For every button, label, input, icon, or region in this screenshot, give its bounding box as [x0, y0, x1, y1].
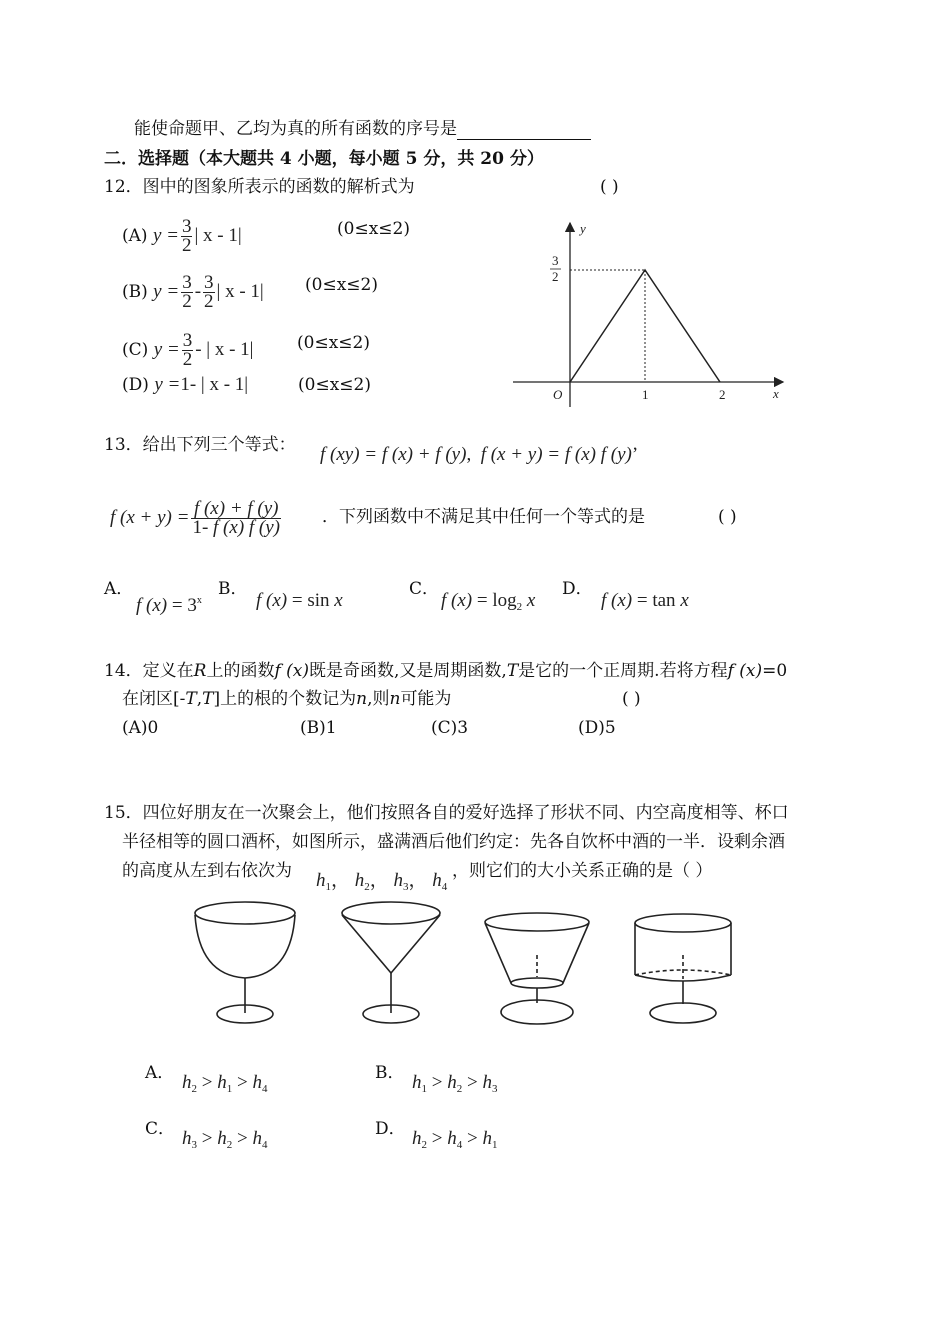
q12-option-b-domain: (0≤x≤2)	[305, 275, 378, 295]
x-tick-1: 1	[642, 387, 649, 402]
q12-answer-paren: ( )	[600, 177, 619, 197]
q15-option-a-label[interactable]: A．	[145, 1063, 175, 1083]
q12-option-a-formula: y = $\frac{3}{2}$ | x - 1|	[152, 216, 242, 256]
q13-option-d-label[interactable]: D．	[562, 579, 593, 599]
origin-label: O	[553, 387, 563, 402]
q14-option-a[interactable]: (A)0	[122, 718, 159, 738]
q13-answer-paren: ( )	[718, 507, 737, 527]
intro-line: 能使命题甲、乙均为真的所有函数的序号是	[134, 118, 591, 140]
x-axis-label: x	[773, 386, 779, 401]
q15-line-1: 15．四位好朋友在一次聚会上，他们按照各自的爱好选择了形状不同、内空高度相等、杯口	[104, 803, 789, 823]
q15-option-c-label[interactable]: C．	[145, 1119, 176, 1139]
q12-option-d-formula: y =1- | x - 1|	[154, 374, 249, 395]
cup-cylinder	[635, 914, 731, 1023]
q13-option-c-formula: f $(x) = \log_2 x$	[441, 590, 536, 613]
q15-option-a-formula: $h_2 > h_1 > h_4$	[182, 1072, 268, 1095]
q12-option-b[interactable]: (B) y = $\frac{3}{2}$ - $\frac{3}{2}$ | x - 1|	[122, 272, 264, 312]
q12-option-d-domain: (0≤x≤2)	[298, 375, 371, 395]
q13-option-d-formula: f (x) = tan x	[601, 590, 689, 611]
q13-option-b-label[interactable]: B．	[218, 579, 248, 599]
q14-option-b[interactable]: (B)1	[300, 718, 337, 738]
answer-blank[interactable]	[457, 121, 591, 140]
q12-function-graph	[505, 215, 795, 415]
q12-option-b-formula: y = $\frac{3}{2}$ - $\frac{3}{2}$ | x - 1|	[153, 272, 264, 312]
cup-cone	[342, 902, 440, 1023]
q12-option-d[interactable]: (D) y =1- | x - 1|	[122, 374, 249, 395]
q12-option-a-domain: (0≤x≤2)	[337, 219, 410, 239]
x-tick-2: 2	[719, 387, 726, 402]
cup-hemisphere	[195, 902, 295, 1023]
q13-tail: ．下列函数中不满足其中任何一个等式的是	[322, 507, 645, 527]
q13-equations-1: f (xy) = f (x) + f (y), f (x + y) = f (x) f (y)’	[320, 444, 639, 465]
q15-line-2: 半径相等的圆口酒杯，如图所示，盛满酒后他们约定：先各自饮杯中酒的一半．设剩余酒	[122, 832, 785, 852]
section-title: 二．选择题（本大题共 4 小题，每小题 5 分，共 20 分）	[104, 149, 544, 169]
q15-option-d-formula: $h_2 > h_4 > h_1$	[412, 1128, 498, 1151]
q13-stem: 13．给出下列三个等式：	[104, 435, 296, 455]
q15-option-d-label[interactable]: D．	[375, 1119, 406, 1139]
q12-stem: 12．图中的图象所表示的函数的解析式为	[104, 177, 415, 197]
q15-line-3: 的高度从左到右依次为 ，则它们的大小关系正确的是（ ）	[122, 861, 713, 881]
y-tick-numerator: 3	[552, 253, 559, 268]
q15-h-symbols: $h_1$， $h_2$， $h_3$， $h_4$	[316, 870, 448, 893]
y-tick-denominator: 2	[552, 269, 559, 284]
q15-option-b-formula: $h_1 > h_2 > h_3$	[412, 1072, 498, 1095]
q15-option-b-label[interactable]: B．	[375, 1063, 405, 1083]
q12-option-a[interactable]: (A) y = $\frac{3}{2}$ | x - 1|	[122, 216, 242, 256]
q14-line-2: 在闭区[-T,T]上的根的个数记为n,则n可能为	[122, 689, 452, 709]
q12-option-c[interactable]: (C) y = $\frac{3}{2}$ - | x - 1|	[122, 330, 254, 370]
q12-option-c-domain: (0≤x≤2)	[297, 333, 370, 353]
cup-truncated-cone	[485, 913, 589, 1024]
q13-option-b-formula: f (x) = sin x	[256, 590, 343, 611]
q12-option-c-formula: y = $\frac{3}{2}$ - | x - 1|	[153, 330, 254, 370]
q13-equation-3: f (x + y) = $\frac{f (x) + f (y)}{1- f (x) f (y)}$	[110, 498, 281, 538]
y-axis-label: y	[580, 221, 586, 236]
q13-option-a-label[interactable]: A．	[104, 579, 134, 599]
q14-line-1: 14．定义在R上的函数f (x)既是奇函数,又是周期函数,T是它的一个正周期.若将方程f (x)=0	[104, 661, 788, 681]
q15-option-c-formula: $h_3 > h_2 > h_4$	[182, 1128, 268, 1151]
q14-option-c[interactable]: (C)3	[431, 718, 469, 738]
q13-option-c-label[interactable]: C．	[409, 579, 440, 599]
q13-option-a-formula: f $(x) = 3^x$	[136, 595, 202, 616]
q14-answer-paren: ( )	[622, 689, 641, 709]
q14-option-d[interactable]: (D)5	[578, 718, 616, 738]
q15-cups-figure	[185, 895, 745, 1035]
